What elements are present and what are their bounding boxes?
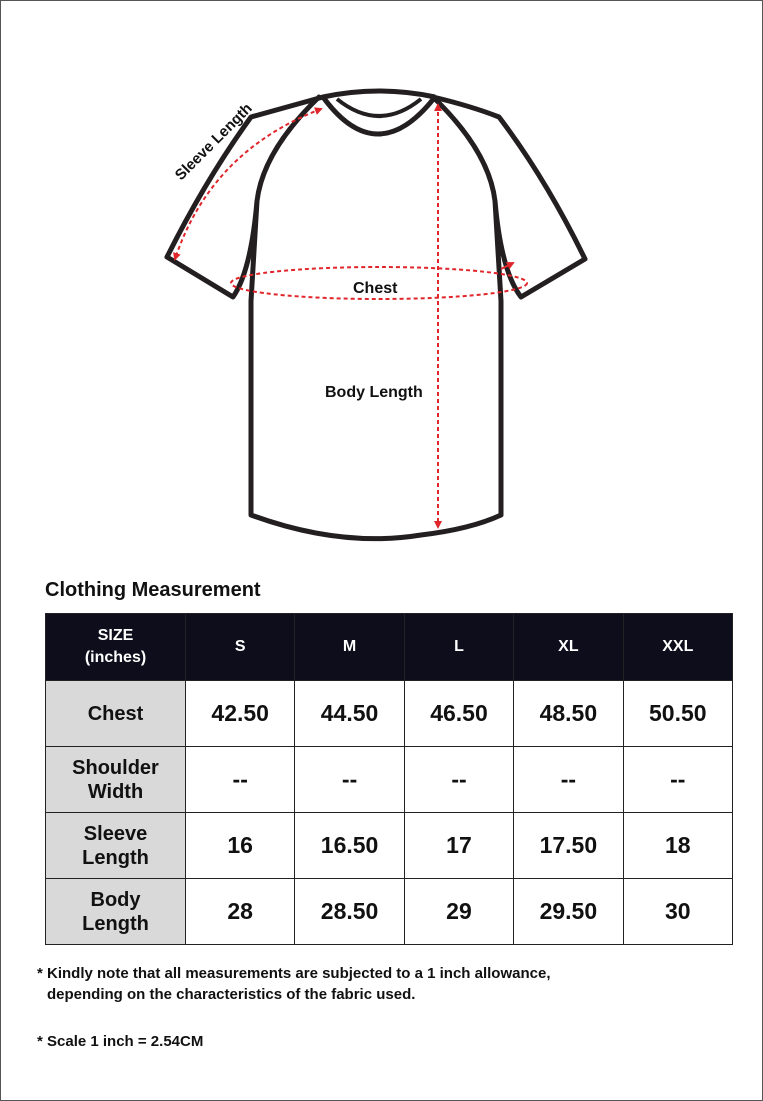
sleeve-length-arrow — [175, 109, 321, 259]
size-column-header: XL — [514, 614, 623, 681]
row-label — [46, 747, 186, 813]
measurement-cell: -- — [514, 747, 623, 813]
collar-top — [323, 91, 435, 97]
row-label-text: Length — [82, 912, 149, 935]
table-row-chest — [46, 681, 733, 747]
measurement-cell: 16.50 — [295, 813, 404, 879]
measurement-cell: 44.50 — [295, 681, 404, 747]
row-label — [46, 879, 186, 945]
measurement-cell: 50.50 — [623, 681, 732, 747]
measurement-cell: 28 — [186, 879, 295, 945]
row-label-text: Shoulder — [72, 756, 159, 779]
size-column-header: XXL — [623, 614, 732, 681]
measurement-cell: -- — [623, 747, 732, 813]
header-row — [46, 614, 733, 681]
collar-inner — [337, 99, 421, 116]
row-label — [46, 681, 186, 747]
measurement-cell: 30 — [623, 879, 732, 945]
allowance-note-line1: * Kindly note that all measurements are subjected to a 1 inch allowance, — [37, 965, 551, 982]
size-header-line1: SIZE — [97, 627, 134, 644]
size-header-line2: (inches) — [84, 649, 147, 666]
row-label-text: Body — [90, 888, 141, 911]
section-title: Clothing Measurement — [45, 579, 261, 601]
chest-label: Chest — [353, 280, 398, 297]
measurement-cell: 48.50 — [514, 681, 623, 747]
scale-note: * Scale 1 inch = 2.54CM — [37, 1033, 204, 1050]
size-column-header: S — [186, 614, 295, 681]
row-label-text: Chest — [87, 702, 144, 725]
tshirt-outline — [167, 97, 585, 539]
table-row-shoulder-width — [46, 747, 733, 813]
measurement-cell: 18 — [623, 813, 732, 879]
measurement-cell: 16 — [186, 813, 295, 879]
measurement-cell: 17.50 — [514, 813, 623, 879]
table-row-body-length — [46, 879, 733, 945]
body-length-label: Body Length — [325, 384, 423, 401]
row-label — [46, 813, 186, 879]
size-column-header: L — [404, 614, 513, 681]
measurement-cell: -- — [295, 747, 404, 813]
size-table — [45, 613, 733, 945]
sleeve-length-label: Sleeve Length — [171, 99, 256, 184]
tshirt-diagram — [1, 1, 762, 561]
row-label-text: Length — [82, 846, 149, 869]
measurement-cell: 28.50 — [295, 879, 404, 945]
allowance-note-line2: depending on the characteristics of the fabric used. — [47, 986, 416, 1003]
table-row-sleeve-length — [46, 813, 733, 879]
measurement-cell: 17 — [404, 813, 513, 879]
measurement-cell: 29 — [404, 879, 513, 945]
measurement-cell: 42.50 — [186, 681, 295, 747]
measurement-cell: 46.50 — [404, 681, 513, 747]
row-label-text: Width — [87, 780, 144, 803]
measurement-cell: 29.50 — [514, 879, 623, 945]
measurement-cell: -- — [186, 747, 295, 813]
row-label-text: Sleeve — [83, 822, 148, 845]
measurement-cell: -- — [404, 747, 513, 813]
size-header-cell — [46, 614, 186, 681]
allowance-note — [37, 963, 551, 1005]
size-column-header: M — [295, 614, 404, 681]
